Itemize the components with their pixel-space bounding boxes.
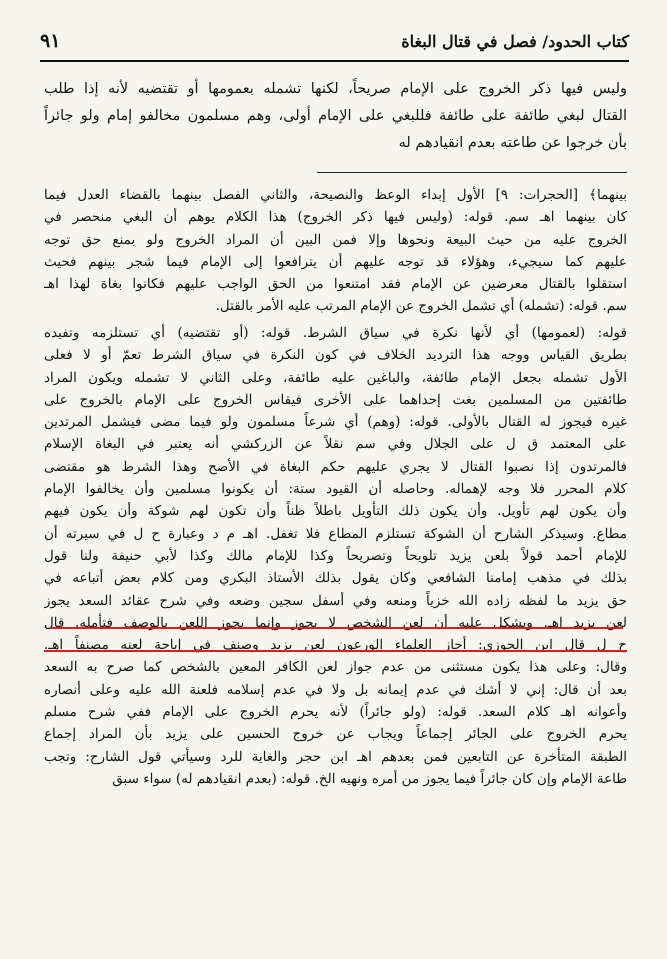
page-number: ٩١ xyxy=(40,30,61,52)
commentary-line: عليهم كما سيجيء، وهؤلاء قد توجه عليهم أن يترافعوا إلى الإمام فيما شجر بينهم فحيث xyxy=(44,253,627,270)
commentary-line: وقال: وعلى هذا يكون مستثنى من عدم جواز لعن الكافر المعين بالشخص كما صرح به السعد xyxy=(44,659,627,676)
commentary-block-1 xyxy=(44,184,627,318)
commentary-line: حق يزيد ما لفظه زاده الله خزياً ومنعه وفي أسفل سجين وضعه وفي شرح عقائد السعد يجوز xyxy=(44,592,627,609)
commentary-line: فالمرتدون إذا نصبوا القتال لا يجري عليهم حكم البغاة في الأصح وهذا الشرط هو مقتضى xyxy=(44,458,627,475)
running-header xyxy=(40,30,629,62)
commentary-line: وأعوانه اهـ كلام السعد. قوله: (ولو جائراً) لأنه يحرم الخروج على الإمام ففي شرح مسلم xyxy=(44,704,627,721)
main-text-line: القتال لبغي طائفة على طائفة فللبغي على الإمام أولى، وهم مسلمون مخالفو إمام ولو جائراً xyxy=(44,108,627,124)
main-text xyxy=(44,76,627,157)
commentary-line: وأن يكون لهم تأويل. وأن يكون ذلك التأويل باطلاً ظناً وأن تكون لهم شوكة وأن يكون فيهم xyxy=(44,503,627,520)
main-text-line: بأن خرجوا عن طاعته بعدم انقيادهم له xyxy=(398,135,627,151)
red-underline-mark xyxy=(44,650,627,652)
commentary-line: يحرم الخروج على الجائر إجماعاً ويجاب عن خروج الحسين على يزيد بأن المراد إجماع xyxy=(44,726,627,743)
commentary-line: سم. قوله: (تشمله) أي تشمل الخروج عن الإمام المرتب عليه الأمر بالقتل. xyxy=(215,298,627,315)
commentary-line: طاعة الإمام وإن كان جائراً فيما يجوز من أمره ونهيه الخ. قوله: (بعدم انقيادهم له) سواء سبق xyxy=(112,770,627,787)
commentary-line: لعن يزيد اهـ. ويشكل عليه أن لعن الشخص لا يجوز وإنما يجوز اللعن بالوصف فتأمله. قال xyxy=(44,614,627,631)
commentary-line: ح ل قال ابن الجوزي: أجاز العلماء الورعون لعن يزيد وصنف في إباحة لعنه مصنفاً اهـ. xyxy=(44,637,627,654)
commentary-line: على المعتمد ق ل على الجلال وفي سم نقلاً عن الزركشي أنه يعتبر في البغاة الإسلام xyxy=(44,436,627,453)
commentary-line: كلام المحرر فلا وجه لإهماله. وحاصله أن القيود ستة: أن يكونوا مسلمين وأن يخالفوا الإمام xyxy=(44,481,627,498)
header-title: كتاب الحدود/ فصل في قتال البغاة xyxy=(401,32,629,51)
highlighted-commentary-line: للإمام أحمد قولاً بلعن يزيد تلويحاً وتصريحاً وكذا للإمام مالك وكذا لأبي حنيفة ولنا قول xyxy=(44,547,627,564)
highlighted-commentary-line: بذلك في مذهب إمامنا الشافعي وكان يقول بذلك الأستاذ البكري ومن كلام بعض أتباعه في xyxy=(44,570,627,587)
commentary-line: قوله: (لعمومها) أي لأنها نكرة في سياق الشرط. قوله: (أو تقتضيه) أي تستلزمه وتفيده xyxy=(44,325,627,341)
commentary-block-2 xyxy=(44,322,627,790)
commentary-line: بينهما﴾ [الحجرات: ٩] الأول إبداء الوعظ والنصيحة، والثاني الفصل بينهما بالقضاء العدل فيما xyxy=(44,187,627,203)
commentary-line: الخروج عليه من حيث البيعة ونحوها وإلا فمن البين أن المراد الخروج ولو بمنع حق توجه xyxy=(44,231,627,248)
commentary-line: كان بينهما اهـ سم. قوله: (وليس فيها ذكر الخروج) هذا الكلام يوهم أن البغي منحصر في xyxy=(44,209,627,226)
commentary-line: غيره فيجوز له القتال بالأولى. قوله: (وهم) أي شرعاً مسلمون ولو فيما مضى فيشمل المرتدين xyxy=(44,414,627,431)
commentary-line: استقلوا بالقتال معرضين عن الإمام فقد امتنعوا من الحق الواجب عليهم فكانوا بغاة لهذا اهـ xyxy=(44,276,627,293)
red-underline-mark xyxy=(50,627,623,629)
commentary-line: الأول تشمله بجعل الإمام طائفة، والباغين عليه طائفة، وعلى الثاني لا تشمله ويكون المراد xyxy=(44,369,627,386)
commentary-line: الطبقة المتأخرة عن التابعين فمن بعدهم اهـ ابن حجر والغاية للرد وسيأتي قول الشارح: وتجب xyxy=(44,748,627,765)
commentary-line: بعد أن قال: إني لا أشك في عدم إيمانه بل ولا في عدم إسلامه فلعنة الله عليه وعلى أنصاره xyxy=(44,681,627,698)
commentary-line: مطاع. وسيذكر الشارح أن الشوكة تستلزم المطاع فلا تغفل. اهـ م د وعبارة ح ل في سيرته أن xyxy=(44,525,627,542)
commentary-line: طائفتين من المسلمين بغت إحداهما على الأخرى فيقاس الخروج على الإمام بالخروج على xyxy=(44,391,627,408)
footnote-divider xyxy=(317,172,627,173)
commentary-line: بطريق القياس ووجه هذا الترديد الخلاف في كون النكرة في سياق الشرط تعمّ أو لا فعلى xyxy=(44,347,627,364)
main-text-line: وليس فيها ذكر الخروج على الإمام صريحاً، لكنها تشمله بعمومها أو تقتضيه لأنه إذا طلب xyxy=(44,81,627,97)
